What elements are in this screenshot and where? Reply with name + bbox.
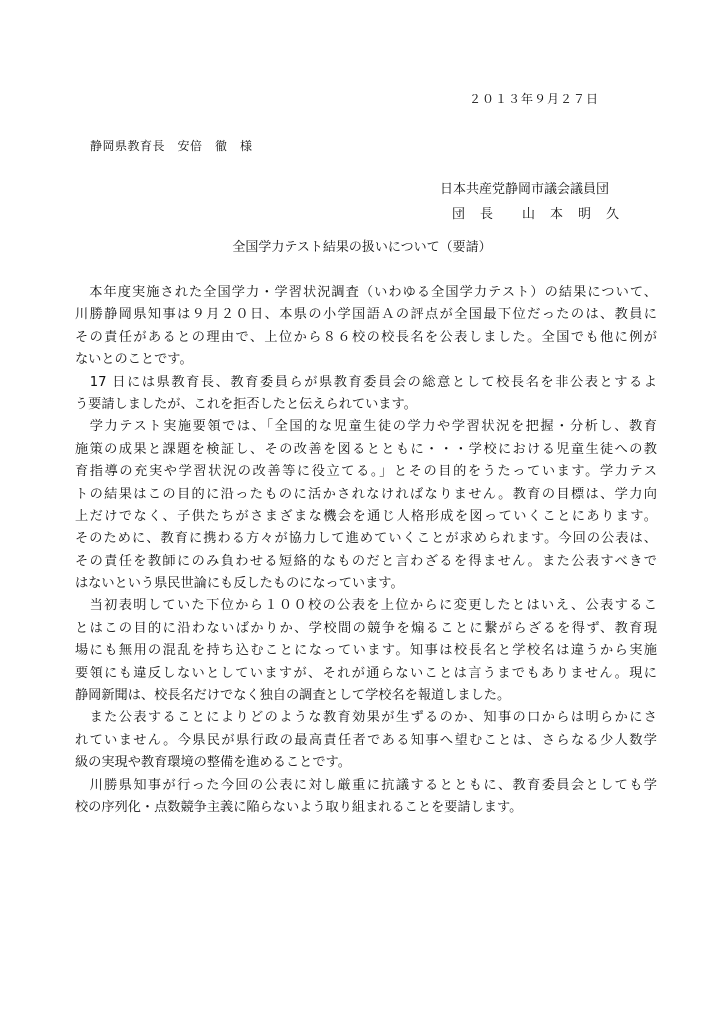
document-body — [75, 282, 657, 819]
paragraph-line: 校の序列化・点数競争主義に陥らないよう取り組まれることを要請します。 — [75, 799, 523, 815]
paragraph-line: とはこの目的に沿わないばかりか、学校間の競争を煽ることに繋がらざるを得ず、教育現 — [75, 620, 657, 636]
paragraph — [75, 282, 657, 372]
paragraph-line: れていません。今県民が県行政の最高責任者である知事へ望むことは、さらなる少人数学 — [75, 732, 657, 748]
paragraph-line: 静岡新聞は、校長名だけでなく独自の調査として学校名を報道しました。 — [75, 688, 511, 704]
sender-title-name: 団 長 山 本 明 久 — [452, 207, 621, 222]
paragraph-line: 育指導の充実や学習状況の改善等に役立てる。」とその目的をうたっています。学力テス — [75, 464, 657, 480]
paragraph-line: 川勝静岡県知事は９月２０日、本県の小学国語Ａの評点が全国最下位だったのは、教員に — [75, 307, 657, 323]
paragraph-line: 17 日には県教育長、教育委員らが県教育委員会の総意として校長名を非公表とするよ — [75, 374, 657, 390]
sender-organization: 日本共産党静岡市議会議員団 — [440, 182, 610, 197]
paragraph-line: トの結果はこの目的に沿ったものに活かされなければなりません。教育の目標は、学力向 — [75, 486, 657, 502]
sender-block — [440, 177, 620, 227]
paragraph-line: そのために、教育に携わる方々が協力して進めていくことが求められます。今回の公表は、 — [75, 531, 657, 547]
paragraph-line: ないとのことです。 — [75, 352, 193, 368]
paragraph — [75, 775, 657, 820]
paragraph-line: 場にも無用の混乱を持ち込むことになっています。知事は校長名と学校名は違うから実施 — [75, 643, 657, 659]
paragraph-line: 施策の成果と課題を検証し、その改善を図るとともに・・・学校における児童生徒への教 — [75, 441, 657, 457]
paragraph-line: その責任があるとの理由で、上位から８６校の校長名を公表しました。全国でも他に例が — [75, 329, 657, 345]
document-date: ２０１３年９月２７日 — [468, 92, 599, 106]
paragraph-line: 本年度実施された全国学力・学習状況調査（いわゆる全国学力テスト）の結果について、 — [75, 285, 657, 300]
paragraph-line: 川勝県知事が行った今回の公表に対し厳重に抗議するとともに、教育委員会としても学 — [75, 777, 657, 793]
paragraph — [75, 416, 657, 595]
paragraph-line: 当初表明していた下位から１００校の公表を上位からに変更したとはいえ、公表するこ — [75, 598, 657, 614]
paragraph-line: また公表することによりどのような教育効果が生ずるのか、知事の口からは明らかにさ — [75, 710, 657, 726]
paragraph — [75, 595, 657, 707]
addressee: 静岡県教育長 安倍 徹 様 — [90, 139, 253, 153]
paragraph — [75, 372, 657, 417]
paragraph-line: 上だけでなく、子供たちがさまざまな機会を通じ人格形成を図っていくことにあります。 — [75, 508, 657, 524]
paragraph-line: 級の実現や教育環境の整備を進めることです。 — [75, 755, 351, 771]
document-title: 全国学力テスト結果の扱いについて（要請） — [232, 240, 492, 255]
paragraph — [75, 707, 657, 774]
paragraph-line: はないという県民世論にも反したものになっています。 — [75, 576, 404, 592]
paragraph-line: う要請しましたが、これを拒否したと伝えられています。 — [75, 396, 417, 412]
paragraph-line: その責任を教師にのみ負わせる短絡的なものだと言わざるを得ません。また公表すべきで — [75, 553, 657, 569]
paragraph-line: 要領にも違反しないとしていますが、それが通らないことは言うまでもありません。現に — [75, 665, 657, 681]
paragraph-line: 学力テスト実施要領では、「全国的な児童生徒の学力や学習状況を把握・分析し、教育 — [75, 419, 657, 435]
